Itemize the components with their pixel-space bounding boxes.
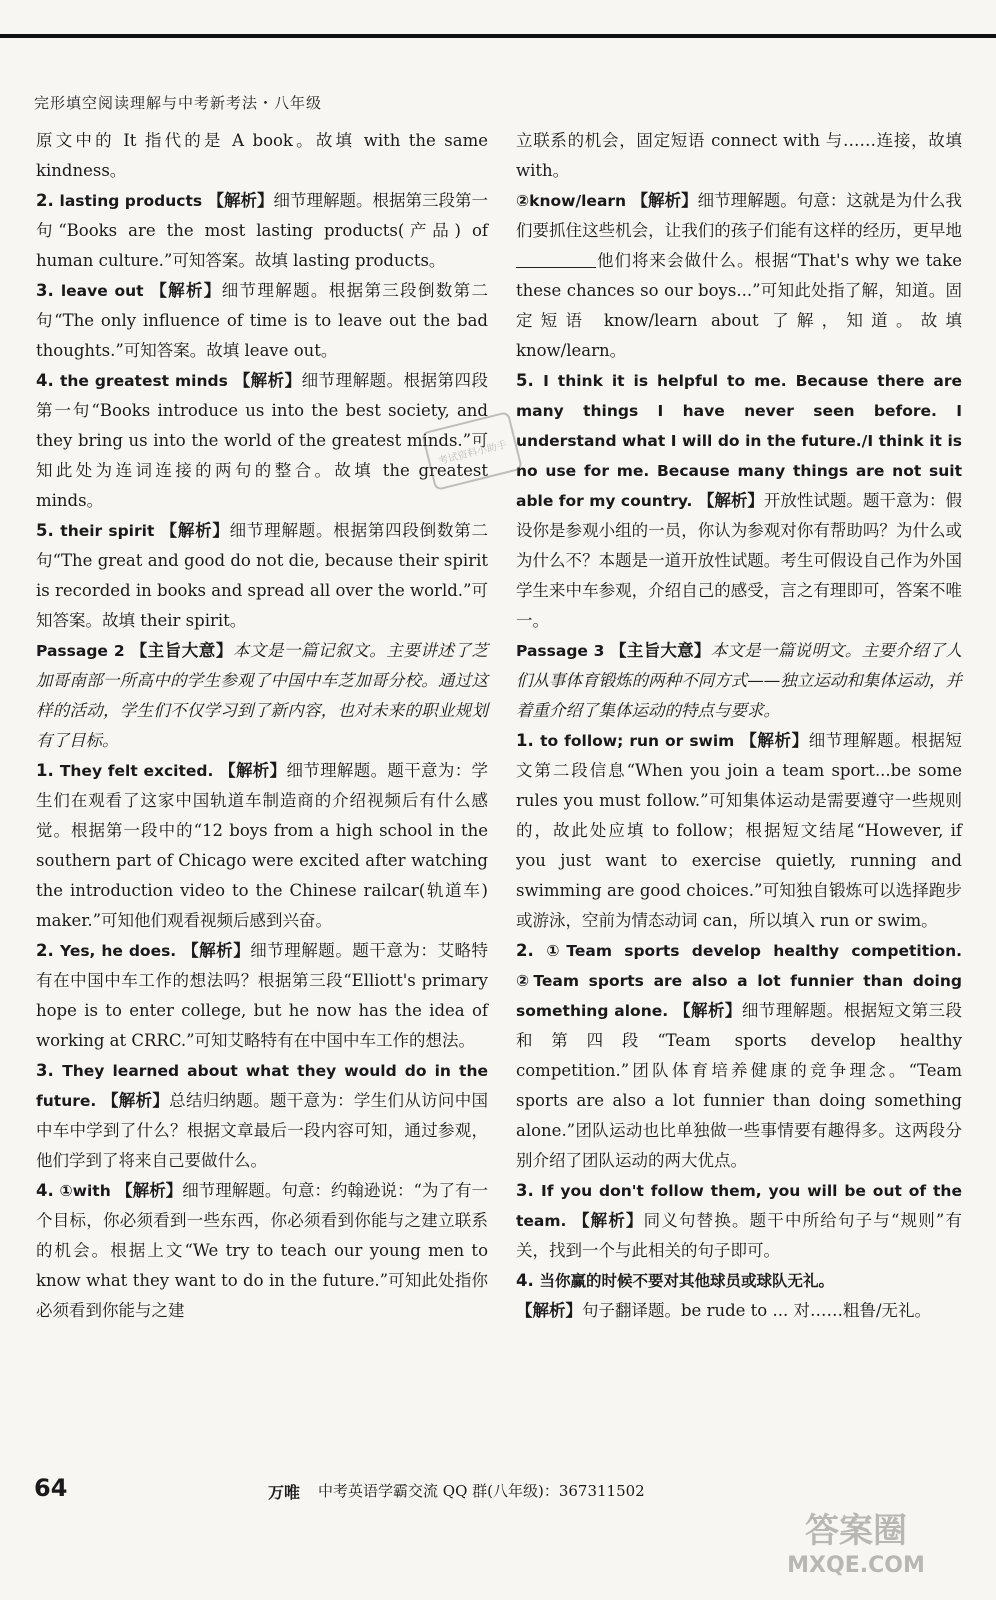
explanation-text: 同义句替换。题干中所给句子与“规则”有关，找到一个与此相关的句子即可。 (516, 1211, 962, 1260)
running-header: 完形填空阅读理解与中考新考法・八年级 (34, 94, 323, 112)
explanation-text: 总结归纳题。题干意为：学生们从访问中国中车中学到了什么？根据文章最后一段内容可知，通过参观，他们学到了将来自己要做什么。 (36, 1091, 488, 1170)
explanation-text: 细节理解题。根据短文第三段和第四段“Team sports develop healthy competition.”团队体育培养健康的竞争理念。“Team sports are also a lot funnier than doing something alone.”团队运动也比单独做一些事情要有趣得多。这两段分别介绍了团队运动的两大优点。 (516, 1001, 963, 1170)
explanation-text: 细节理解题。根据第四段倒数第二句“The great and good do not die, because their spirit is recorded in books and spread all over the world.”可知答案。故填 their spirit。 (36, 521, 489, 630)
item-number: 2. (36, 941, 61, 960)
explanation-text: 句子翻译题。be rude to ... 对……粗鲁/无礼。 (582, 1301, 932, 1320)
answer-block (516, 186, 962, 366)
analysis-tag: 【解析】 (150, 281, 222, 300)
answer-text: If you don't follow them, you will be out of the team. (516, 1182, 962, 1230)
explanation-text: 细节理解题。根据短文第二段信息“When you join a team sport...be some rules you must follow.”可知集体运动是需要遵守一些规则的，故此处应填 to follow；根据短文结尾“However, if you just want to exercise quietly, running and swimming are good choices.”可知独自锻炼可以选择跑步或游泳，空前为情态动词 can，所以填入 run or swim。 (516, 731, 962, 930)
item-number: 3. (36, 1061, 63, 1080)
analysis-tag: 【主旨大意】 (610, 641, 711, 660)
answer-block (516, 936, 962, 1176)
analysis-tag: 【解析】 (631, 191, 698, 210)
answer-block (516, 636, 962, 726)
answer-block (36, 756, 488, 936)
page-number: 64 (34, 1474, 68, 1502)
answer-block (516, 1266, 962, 1296)
svg-text:MXQE.COM: MXQE.COM (787, 1553, 925, 1578)
answer-block (36, 516, 488, 636)
explanation-text: 细节理解题。根据第三段第一句“Books are the most lasting products(产品) of human culture.”可知答案。故填 lasting products。 (36, 191, 489, 270)
answer-text: ①with (59, 1182, 117, 1200)
analysis-tag: 【解析】 (516, 1301, 582, 1320)
explanation-text: 细节理解题。根据第四段第一句“Books introduce us into the best society, and they bring us into the world of the greatest minds.”可知此处为连词连接的两句的整合。故填 the greatest minds。 (36, 371, 489, 510)
item-number: 2. (36, 191, 60, 210)
answer-text: the greatest minds (59, 372, 234, 390)
explanation-text: 细节理解题。句意：这就是为什么我们要抓住这些机会，让我们的孩子们能有这样的经历，更早地 (516, 191, 963, 240)
answer-block (36, 936, 488, 1056)
explanation-text: 细节理解题。题干意为：艾略特有在中国中车工作的想法吗？根据第三段“Elliott's primary hope is to enter college, but he now has the idea of working at CRRC.”可知艾略特有在中国中车工作的想法。 (36, 941, 488, 1050)
answer-text: They learned about what they would do in the future. (36, 1062, 489, 1110)
svg-text:考试资料小助手: 考试资料小助手 (437, 439, 508, 468)
item-number: 4. (36, 1181, 60, 1200)
item-number: 1. (516, 731, 541, 750)
answer-text: to follow; run or swim (540, 732, 741, 750)
answer-text: 当你赢的时候不要对其他球员或球队无礼。 (539, 1272, 835, 1290)
answer-text: Yes, he does. (60, 942, 183, 960)
analysis-tag: 【解析】 (697, 491, 764, 510)
item-number: 2. (516, 941, 547, 960)
answer-text: ①Team sports develop healthy competition. ②Team sports are also a lot funnier than doing something alone. (516, 942, 962, 1020)
item-number: 3. (516, 1181, 541, 1200)
item-number: 5. (36, 521, 61, 540)
analysis-tag: 【解析】 (182, 941, 251, 960)
answer-block (36, 276, 488, 366)
answer-block (36, 636, 488, 756)
item-number: 3. (36, 281, 61, 300)
answer-text: leave out (60, 282, 151, 300)
left-column (36, 126, 488, 1326)
analysis-tag: 【解析】 (101, 1091, 170, 1110)
answer-block (36, 1176, 488, 1326)
analysis-tag: 【解析】 (219, 761, 287, 780)
explanation-text: 开放性试题。题干意为：假设你是参观小组的一员，你认为参观对你有帮助吗？为什么或为什么不？本题是一道开放性试题。考生可假设自己作为外国学生来中车参观，介绍自己的感受，言之有理即可，答案不唯一。 (516, 491, 962, 630)
answer-block (516, 1296, 962, 1326)
explanation-text: 细节理解题。句意：约翰逊说：“为了有一个目标，你必须看到一些东西，你必须看到你能与之建立联系的机会。根据上文“We try to teach our young men to know what they want to do in the future.”可知此处指你必须看到你能与之建 (36, 1181, 488, 1320)
answer-text: lasting products (59, 192, 208, 210)
right-column (516, 126, 962, 1326)
explanation-text: 本文是一篇说明文。主要介绍了人们从事体育锻炼的两种不同方式——独立运动和集体运动，并着重介绍了集体运动的特点与要求。 (516, 641, 963, 720)
item-number: 5. (516, 371, 544, 390)
analysis-tag: 【主旨大意】 (130, 641, 233, 660)
analysis-tag: 【解析】 (160, 521, 230, 540)
answer-text: their spirit (60, 522, 161, 540)
explanation-text: 细节理解题。题干意为：学生们在观看了这家中国轨道车制造商的介绍视频后有什么感觉。根据第一段中的“12 boys from a high school in the southern part of Chicago were excited after watching the introduction video to the Chinese railcar(轨道车) maker.”可知他们观看视频后感到兴奋。 (36, 761, 489, 930)
item-number: 1. (36, 761, 60, 780)
answer-text: I think it is helpful to me. Because there are many things I have never seen before. I understand what I will do in the future./I think it is no use for me. Because many things are not suit able for my country. (516, 372, 962, 510)
answer-block (516, 126, 962, 186)
analysis-tag: 【解析】 (674, 1001, 742, 1020)
analysis-tag: 【解析】 (116, 1181, 183, 1200)
answer-block (516, 726, 962, 936)
answer-block (36, 1056, 488, 1176)
item-number: Passage 2 (36, 642, 131, 660)
answer-block (516, 366, 962, 636)
item-number: 4. (516, 1271, 540, 1290)
item-number: 4. (36, 371, 60, 390)
analysis-tag: 【解析】 (207, 191, 274, 210)
answer-block (516, 1176, 962, 1266)
answer-text: ②know/learn (516, 192, 632, 210)
analysis-tag: 【解析】 (740, 731, 809, 750)
blank-line (516, 249, 596, 268)
answer-text: They felt excited. (59, 762, 220, 780)
answer-block (36, 126, 488, 186)
footer-brand: 万唯 (268, 1483, 301, 1502)
explanation-text: 他们将来会做什么。根据“That's why we take these chances so our boys...”可知此处指了解，知道。固定短语 know/learn about 了解，知道。故填 know/learn。 (516, 251, 962, 360)
explanation-text: 原文中的 It 指代的是 A book。故填 with the same kindness。 (36, 131, 488, 180)
explanation-text: 本文是一篇记叙文。主要讲述了芝加哥南部一所高中的学生参观了中国中车芝加哥分校。通过这样的活动，学生们不仅学习到了新内容，也对未来的职业规划有了目标。 (36, 641, 489, 750)
analysis-tag: 【解析】 (233, 371, 302, 390)
answer-block (36, 186, 488, 276)
explanation-text: 细节理解题。根据第三段倒数第二句“The only influence of time is to leave out the bad thoughts.”可知答案。故填 leave out。 (36, 281, 489, 360)
footer-qq-group: 中考英语学霸交流 QQ 群(八年级)：367311502 (318, 1482, 645, 1500)
analysis-tag: 【解析】 (572, 1211, 644, 1230)
explanation-text: 立联系的机会，固定短语 connect with 与……连接，故填 with。 (516, 131, 962, 180)
item-number: Passage 3 (516, 642, 611, 660)
svg-text:答案圈: 答案圈 (805, 1511, 907, 1551)
watermark-logo (756, 1500, 956, 1580)
top-rule (0, 34, 996, 38)
